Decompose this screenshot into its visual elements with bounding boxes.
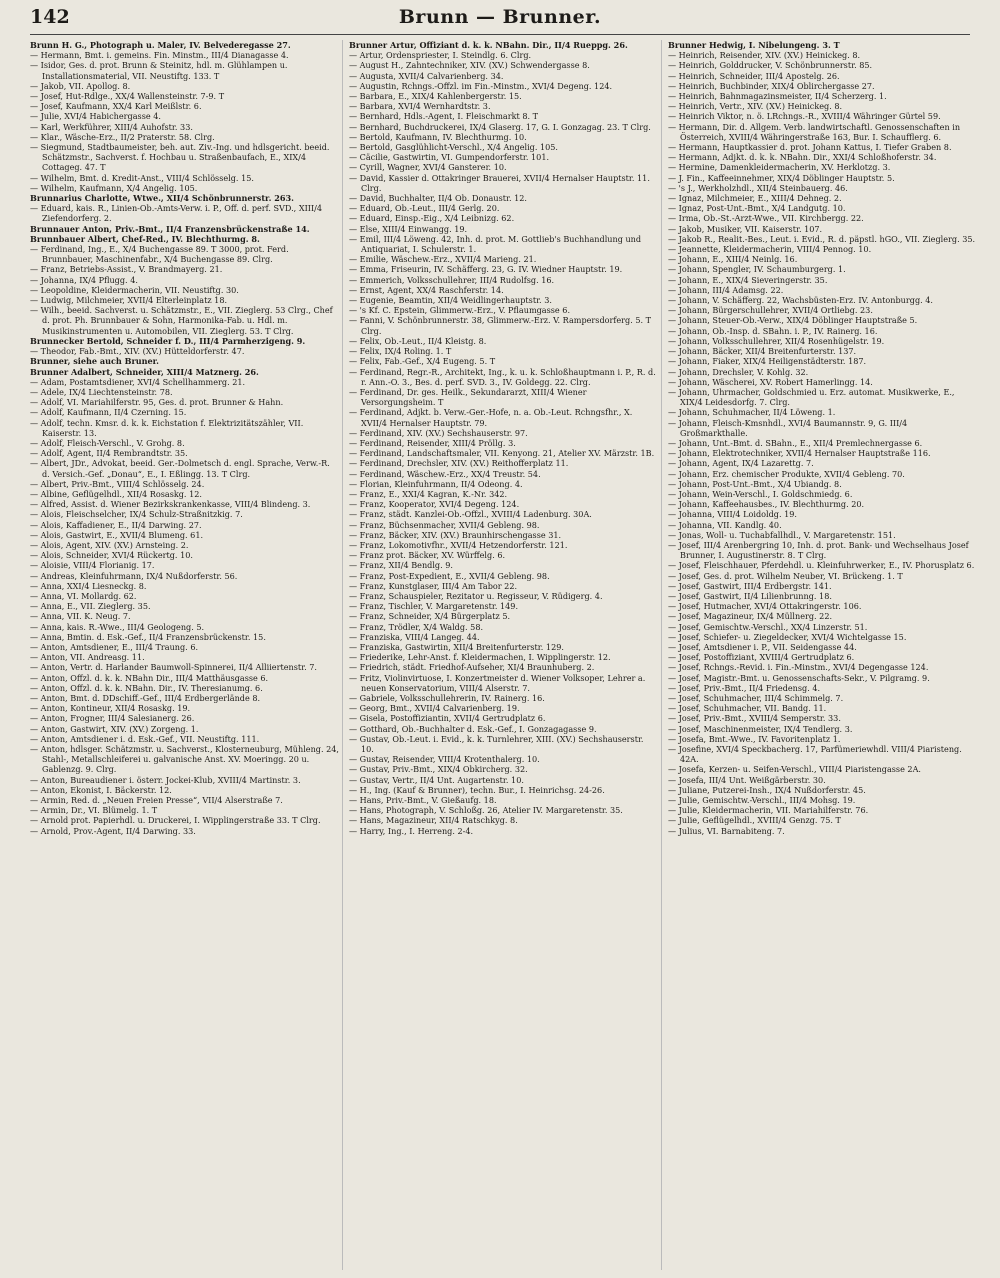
directory-entry: — Adolf, techn. Kmsr. d. k. k. Eichstation f. Elektrizitätszähler, VII. Kaiserstr. 13. (30, 417, 304, 438)
directory-entry: — J. Fin., Kaffeeinnehmer, XIX/4 Döblinger Hauptstr. 5. (668, 172, 895, 183)
directory-entry: — Josefine, XVI/4 Speckbacherg. 17, Parfümeriewhdl. VIII/4 Piaristeng. 42A. (668, 744, 962, 765)
directory-entry: — Julie, XVI/4 Habichergasse 4. (30, 111, 161, 122)
directory-entry: — Anna, kais. R.-Wwe., III/4 Geologeng. 5. (30, 621, 205, 632)
directory-entry: — Artur, Ordenspriester, I. Steindlg. 6. Clrg. (349, 50, 532, 61)
directory-entry: — Armin, Dr., VI. Blümelg. 1. T (30, 805, 158, 816)
directory-entry: — Franz, Post-Expedient, E., XVII/4 Gebleng. 98. (349, 570, 550, 581)
directory-entry: — Josef, Fleischhauer, Pferdehdl. u. Kleinfuhrwerker, E., IV. Phorusplatz 6. (668, 560, 975, 571)
directory-entry: — Anna, E., VII. Zieglerg. 35. (30, 601, 151, 612)
directory-entry: — Friederike, Lehr-Anst. f. Kleidermachen, I. Wipplingerstr. 12. (349, 652, 611, 663)
directory-entry: — Harry, Ing., I. Herreng. 2-4. (349, 825, 474, 836)
directory-entry: — Adele, IX/4 Liechtensteinstr. 78. (30, 386, 173, 397)
directory-entry: — Hermine, Damenkleidermacherin, XV. Herklotzg. 3. (668, 162, 891, 173)
directory-entry: — Siegmund, Stadtbaumeister, beh. aut. Ziv.-Ing. und hdlsgericht. beeid. Schätzmstr., Sachverst. f. Hochbau u. Straßenbaufach, E., XIX/4 Cottageg. 47. T (30, 142, 330, 173)
directory-entry: — Ignaz, Post-Unt.-Bmt., X/4 Landgutg. 10. (668, 203, 846, 214)
page-header (30, 4, 970, 35)
directory-entry: — Hans, Magazineur, XII/4 Ratschkyg. 8. (349, 815, 518, 826)
directory-entry: — Ferdinand, Ing., E., X/4 Buchengasse 89. T 3000, prot. Ferd. Brunnbauer, Maschinenfabr., X/4 Buchengasse 89. Clrg. (30, 244, 289, 265)
directory-entry: — Johann, Uhrmacher, Goldschmied u. Erz. automat. Musikwerke, E., XIX/4 Leidesdorfg. 7. Clrg. (668, 386, 955, 408)
directory-entry: — David, Kassier d. Ottakringer Brauerei, XVII/4 Hernalser Hauptstr. 11. Clrg. (349, 172, 650, 193)
directory-entry: — Johanna, VII. Kandlg. 40. (668, 519, 782, 530)
directory-entry: — Isidor, Ges. d. prot. Brunn & Steinitz, hdl. m. Glühlampen u. Installationsmaterial, VII. Neustiftg. 133. T (30, 60, 288, 81)
directory-entry: — Anton, Frogner, III/4 Salesianerg. 26. (30, 713, 195, 724)
directory-entry: — Gustav, Reisender, VIII/4 Krotenthalerg. 10. (349, 754, 540, 765)
directory-entry: — Josef, Rchngs.-Revid. i. Fin.-Minstm., XVI/4 Degengasse 124. (668, 662, 929, 673)
directory-entry: — Ferdinand, Adjkt. b. Verw.-Ger.-Hofe, n. a. Ob.-Leut. Rchngsfhr., X. XVII/4 Hernalser Hauptstr. 79. (349, 407, 633, 428)
directory-entry: — Johann, Drechsler, V. Kohlg. 32. (668, 366, 809, 377)
directory-entry: Brunnarius Charlotte, Wtwe., XII/4 Schönbrunnerstr. 263. (30, 193, 294, 204)
directory-entry: Brunnauer Anton, Priv.-Bmt., II/4 Franzensbrückenstraße 14. (30, 223, 310, 234)
directory-entry: — Wilhelm, Kaufmann, X/4 Angelig. 105. (30, 182, 198, 193)
directory-entry: — Josef, Hut-Rdlge., XX/4 Wallensteinstr. 7-9. T (30, 91, 225, 102)
directory-entry: — Albine, Geflügelhdl., XII/4 Rosaskg. 12. (30, 488, 202, 499)
directory-entry: — Fanni, V. Schönbrunnerstr. 38, Glimmerw.-Erz. V. Rampersdorferg. 5. T Clrg. (349, 315, 652, 336)
directory-entry: — Josef, Gemischtw.-Verschl., XX/4 Linzerstr. 51. (668, 621, 868, 632)
directory-entry: — Ferdinand, Drechsler, XIV. (XV.) Reithofferplatz 11. (349, 458, 569, 469)
directory-entry: — Anna, Bmtin. d. Esk.-Gef., II/4 Franzensbrückenstr. 15. (30, 631, 266, 642)
directory-entry: — Bernhard, Buchdruckerei, IX/4 Glaserg. 17, G. I. Gonzagag. 23. T Clrg. (349, 121, 651, 132)
page-number: 142 (30, 6, 70, 28)
directory-entry: — Franz, Schneider, X/4 Bürgerplatz 5. (349, 611, 511, 622)
directory-entry: — Eduard, kais. R., Linien-Ob.-Amts-Verw. i. P., Off. d. perf. SVD., XIII/4 Ziefendorferg. 2. (30, 203, 323, 224)
directory-entry: Brunner Artur, Offiziant d. k. k. NBahn. Dir., II/4 Rueppg. 26. (349, 40, 628, 50)
directory-entry: — Anton, Vertr. d. Harlander Baumwoll-Spinnerei, II/4 Alliiertenstr. 7. (30, 662, 317, 673)
directory-entry: — 's J., Werkholzhdl., XII/4 Steinbauerg. 46. (668, 182, 848, 193)
directory-entry: — Gisela, Postoffiziantin, XVII/4 Gertrudplatz 6. (349, 713, 546, 724)
directory-entry: — Bernhard, Hdls.-Agent, I. Fleischmarkt 8. T (349, 111, 539, 122)
directory-entry: — Felix, Ob.-Leut., II/4 Kleistg. 8. (349, 335, 487, 346)
column-1 (30, 40, 343, 1270)
directory-entry: — Cyrill, Wagner, XVI/4 Gansterer. 10. (349, 162, 507, 173)
directory-entry: — Franz, XII/4 Bendlg. 9. (349, 560, 453, 571)
directory-entry: — Leopoldine, Kleidermacherin, VII. Neustiftg. 30. (30, 284, 239, 295)
directory-entry: — Johann, Wein-Verschl., I. Goldschmiedg. 6. (668, 488, 853, 499)
directory-entry: — Anton, Bureaudiener i. österr. Jockei-Klub, XVIII/4 Martinstr. 3. (30, 774, 301, 785)
directory-entry: — Julie, Geflügelhdl., XVIII/4 Genzg. 75. T (668, 815, 841, 826)
directory-entry: — Johann, Schuhmacher, II/4 Löweng. 1. (668, 407, 836, 418)
directory-entry: — Wilhelm, Bmt. d. Kredit-Anst., VIII/4 Schlösselg. 15. (30, 172, 254, 183)
directory-entry: — Albert, Priv.-Bmt., VIII/4 Schlösselg. 24. (30, 478, 205, 489)
directory-entry: — Johann, Erz. chemischer Produkte, XVII/4 Gebleng. 70. (668, 468, 905, 479)
directory-entry: — Theodor, Fab.-Bmt., XIV. (XV.) Hütteldorferstr. 47. (30, 346, 245, 357)
directory-entry: — Franz, Kooperator, XVI/4 Degeng. 124. (349, 499, 520, 510)
running-head: Brunn — Brunner. (398, 6, 602, 28)
directory-entry: — Karl, Werkführer, XIII/4 Auhofstr. 33. (30, 121, 193, 132)
directory-entry: — Jonas, Woll- u. Tuchabfallhdl., V. Margaretenstr. 151. (668, 529, 896, 540)
directory-entry: — Josef, Magazineur, IX/4 Müllnerg. 22. (668, 611, 833, 622)
directory-entry: — Adolf, Fleisch-Verschl., V. Grohg. 8. (30, 437, 185, 448)
directory-entry: — Jakob R., Realit.-Bes., Leut. i. Evid., R. d. päpstl. hGO., VII. Zieglerg. 35. (668, 233, 976, 244)
directory-entry: — Franz, städt. Kanzlei-Ob.-Offzl., XVIII/4 Ladenburg. 30A. (349, 509, 592, 520)
directory-entry: — Emma, Friseurin, IV. Schäfferg. 23, G. IV. Wiedner Hauptstr. 19. (349, 264, 623, 275)
directory-entry: — Franz, Büchsenmacher, XVII/4 Gebleng. 98. (349, 519, 540, 530)
directory-entry: — Hans, Priv.-Bmt., V. Gießaufg. 18. (349, 795, 497, 806)
directory-entry: — Gustav, Vertr., II/4 Unt. Augartenstr. 10. (349, 774, 524, 785)
directory-entry: — Eduard, Einsp.-Eig., X/4 Leibnizg. 62. (349, 213, 515, 224)
directory-entry: — Barbara, XVI/4 Wernhardtstr. 3. (349, 101, 491, 112)
directory-entry: — Josef, Postoffiziant, XVIII/4 Gertrudplatz 6. (668, 652, 855, 663)
directory-entry: — Anna, VI. Mollardg. 62. (30, 590, 137, 601)
directory-entry: — Heinrich, Golddrucker, V. Schönbrunnerstr. 85. (668, 60, 873, 71)
directory-entry: — Gustav, Priv.-Bmt., XIX/4 Obkircherg. 32. (349, 764, 528, 775)
directory-entry: — Anton, Amtsdiener, E., III/4 Traung. 6. (30, 641, 199, 652)
directory-entry: — Barbara, E., XIX/4 Kahlenbergerstr. 15. (349, 91, 522, 102)
directory-entry: — Josef, Gastwirt, II/4 Lilienbrunng. 18. (668, 590, 832, 601)
directory-entry: — Bertold, Gasglühlicht-Verschl., X/4 Angelig. 105. (349, 142, 559, 153)
directory-entry: — Augusta, XVII/4 Calvarienberg. 34. (349, 70, 504, 81)
directory-entry: — Albert, JDr., Advokat, beeid. Ger.-Dolmetsch d. engl. Sprache, Verw.-R. d. Versich.-Gef. „Donau“, E., I. Eßlingg. 13. T Clrg. (30, 458, 330, 479)
directory-entry: — August H., Zahntechniker, XIV. (XV.) Schwendergasse 8. (349, 60, 590, 71)
directory-entry: — Johann, Wäscherei, XV. Robert Hamerlingg. 14. (668, 376, 873, 387)
directory-entry: — Alois, Kaffadiener, E., II/4 Darwing. 27. (30, 519, 202, 530)
directory-entry: — Alois, Schneider, XVI/4 Rückertg. 10. (30, 550, 193, 561)
directory-entry: — Franz, Tischler, V. Margaretenstr. 149. (349, 601, 519, 612)
directory-entry: — Hermann, Bmt. i. gemeins. Fin. Minstm., III/4 Dianagasse 4. (30, 50, 289, 61)
directory-entry: — Florian, Kleinfuhrmann, II/4 Odeong. 4. (349, 478, 523, 489)
directory-entry: — Josef, Schuhmacher, III/4 Schimmelg. 7. (668, 693, 844, 703)
directory-entry: — Johann, Unt.-Bmt. d. SBahn., E., XII/4 Premlechnergasse 6. (668, 437, 923, 448)
directory-entry: — Ludwig, Milchmeier, XVII/4 Elterleinplatz 18. (30, 295, 228, 306)
directory-entry: — Josef, Priv.-Bmt., XVIII/4 Semperstr. 33. (668, 713, 841, 724)
directory-entry: — Josefa, Kerzen- u. Seifen-Verschl., VIII/4 Piaristengasse 2A. (668, 764, 922, 775)
directory-entry: — Adam, Postamtsdiener, XVI/4 Schellhammerg. 21. (30, 376, 246, 387)
directory-entry: Brunner Hedwig, I. Nibelungeng. 3. T (668, 40, 840, 50)
directory-entry: — Josefa, Bmt.-Wwe., IV. Favoritenplatz 1. (668, 733, 841, 744)
directory-entry: — Gabriele, Volksschullehrerin, IV. Rainerg. 16. (349, 693, 545, 703)
directory-entry: — Armin, Red. d. „Neuen Freien Presse“, VII/4 Alserstraße 7. (30, 795, 283, 806)
directory-entry: — Anton, hdlsger. Schätzmstr. u. Sachverst., Klosterneuburg, Mühleng. 24, Stahl-, Metallschleiferei u. galvanische Anst. XV. Moeringg. 20 u. Gablenzg. 9. Clrg. (30, 744, 339, 775)
directory-entry: Brunner Adalbert, Schneider, XIII/4 Matznerg. 26. (30, 366, 259, 377)
directory-entry: — Hermann, Hauptkassier d. prot. Johann Kattus, I. Tiefer Graben 8. (668, 142, 952, 153)
directory-entry: — Julius, VI. Barnabiteng. 7. (668, 825, 785, 836)
directory-entry: — Franz, Schauspieler, Rezitator u. Regisseur, V. Rüdigerg. 4. (349, 590, 603, 601)
directory-entry: — Aloisie, VIII/4 Florianig. 17. (30, 560, 155, 571)
directory-entry: — Josef, III/4 Arenbergring 10, Inh. d. prot. Bank- und Wechselhaus Josef Brunner, I. Augustinerstr. 8. T Clrg. (668, 539, 969, 561)
directory-entry: — Alois, Agent, XIV. (XV.) Arnsteing. 2. (30, 539, 189, 550)
directory-entry: — Johann, Steuer-Ob.-Verw., XIX/4 Döblinger Hauptstraße 5. (668, 315, 918, 326)
directory-entry: — Heinrich, Buchbinder, XIX/4 Oblirchergasse 27. (668, 80, 875, 91)
directory-entry: Brunner, siehe auch Bruner. (30, 356, 159, 367)
directory-entry: — Gustav, Ob.-Leut. i. Evid., k. k. Turnlehrer, XIII. (XV.) Sechshauserstr. 10. (349, 733, 644, 755)
directory-entry: — Josef, Priv.-Bmt., II/4 Friedensg. 4. (668, 682, 821, 693)
directory-columns (30, 40, 980, 1270)
directory-entry: — Heinrich, Schneider, III/4 Apostelg. 26. (668, 70, 840, 81)
directory-entry: — Anton, Gastwirt, XIV. (XV.) Zorgeng. 1. (30, 723, 199, 734)
directory-entry: — Franziska, Gastwirtin, XII/4 Breitenfurterstr. 129. (349, 641, 564, 652)
directory-entry: — Fritz, Violinvirtuose, I. Konzertmeister d. Wiener Volksoper, Lehrer a. neuen Konservatorium, VIII/4 Alserstr. 7. (349, 672, 646, 693)
directory-entry: — Johann, Spengler, IV. Schaumburgerg. 1. (668, 264, 846, 275)
directory-entry: — Friedrich, städt. Friedhof-Aufseher, XI/4 Braunhuberg. 2. (349, 662, 595, 673)
directory-entry: — Julie, Gemischtw.-Verschl., III/4 Mohsg. 19. (668, 795, 856, 806)
directory-entry: — Adolf, VI. Mariahilferstr. 95, Ges. d. prot. Brunner & Hahn. (30, 397, 284, 408)
directory-entry: — Cäcilie, Gastwirtin, VI. Gumpendorferstr. 101. (349, 152, 550, 163)
directory-entry: — Heinrich Viktor, n. ö. LRchngs.-R., XVIII/4 Währinger Gürtel 59. (668, 111, 941, 122)
directory-entry: — Johann, III/4 Adamsg. 22. (668, 284, 784, 295)
directory-entry: — Else, XIII/4 Einwangg. 19. (349, 223, 468, 234)
directory-entry: — Franz, Bäcker, XIV. (XV.) Braunhirschengasse 31. (349, 529, 562, 540)
directory-entry: — Josef, Gastwirt, III/4 Erdbergstr. 141. (668, 580, 832, 591)
directory-entry: — Wilh., beeid. Sachverst. u. Schätzmstr., E., VII. Zieglerg. 53 Clrg., Chef d. prot. Ph. Brunnbauer & Sohn, Harmonika-Fab. u. Hdl. m. Musikinstrumenten u. Automobilen, VII. Zieglerg. 53. T Clrg. (30, 305, 333, 336)
directory-entry: — Josef, Schiefer- u. Ziegeldecker, XVI/4 Wichtelgasse 15. (668, 631, 907, 642)
directory-entry: — Arnold prot. Papierhdl. u. Druckerei, I. Wipplingerstraße 33. T Clrg. (30, 815, 321, 826)
directory-entry: — Ferdinand, Reisender, XIII/4 Pröllg. 3. (349, 437, 516, 448)
directory-entry: — Anton, Offzl. d. k. k. NBahn Dir., III/4 Matthäusgasse 6. (30, 672, 269, 683)
directory-entry: — Josef, Ges. d. prot. Wilhelm Neuber, VI. Brückeng. 1. T (668, 570, 903, 581)
directory-entry: — Josef, Schuhmacher, VII. Bandg. 11. (668, 703, 827, 714)
directory-entry: — Johann, Post-Unt.-Bmt., X/4 Ubiandg. 8. (668, 478, 842, 489)
directory-entry: — David, Buchhalter, II/4 Ob. Donaustr. 12. (349, 193, 527, 204)
directory-entry: — Josef, Maschinenmeister, IX/4 Tendlerg. 3. (668, 723, 853, 734)
directory-entry: — Felix, IX/4 Roling. 1. T (349, 346, 452, 357)
directory-entry: — Augustin, Rchngs.-Offzl. im Fin.-Minstm., XVI/4 Degeng. 124. (349, 80, 613, 91)
directory-entry: — Ferdinand, Dr. ges. Heilk., Sekundararzt, XIII/4 Wiener Versorgungsheim. T (349, 386, 587, 408)
column-3 (668, 40, 980, 1270)
directory-entry: — Alois, Fleischselcher, IX/4 Schulz-Straßnitzkig. 7. (30, 509, 243, 520)
directory-entry: — Franz, Kunstglaser, III/4 Am Tabor 22. (349, 580, 518, 591)
directory-entry: — Johann, V. Schäfferg. 22, Wachsbüsten-Erz. IV. Antonburgg. 4. (668, 295, 933, 306)
directory-entry: — Emil, III/4 Löweng. 42, Inh. d. prot. M. Gottlieb's Buchhandlung und Antiquariat, I. Schulerstr. 1. (349, 233, 642, 255)
directory-entry: — Alfred, Assist. d. Wiener Bezirkskrankenkasse, VIII/4 Blindeng. 3. (30, 499, 311, 510)
directory-entry: — Anton, VII. Andreasg. 11. (30, 652, 145, 663)
directory-entry: — Juliane, Putzerei-Insh., IX/4 Nußdorferstr. 45. (668, 784, 866, 795)
directory-entry: — Johann, Fleisch-Kmsnhdl., XVI/4 Baumannstr. 9, G. III/4 Großmarkthalle. (668, 417, 908, 438)
directory-entry: — Johann, Bäcker, XII/4 Breitenfurterstr. 137. (668, 346, 857, 357)
directory-entry: — Hans, Photograph, V. Schloßg. 26, Atelier IV. Margaretenstr. 35. (349, 805, 623, 816)
directory-entry: — Anna, XXI/4 Liesneckg. 8. (30, 580, 147, 591)
directory-entry: — Franz, E., XXI/4 Kagran, K.-Nr. 342. (349, 488, 508, 499)
directory-entry: — Franz, Lokomotivfhr., XVII/4 Hetzendorferstr. 121. (349, 539, 568, 550)
directory-entry: — Johann, Ob.-Insp. d. SBahn. i. P., IV. Rainerg. 16. (668, 325, 878, 336)
directory-entry: — Heinrich, Vertr., XIV. (XV.) Heinickeg. 8. (668, 101, 843, 112)
directory-entry: — Ernst, Agent, XX/4 Raschferstr. 14. (349, 284, 504, 295)
directory-entry: — Jeannette, Kleidermacherin, VIII/4 Pennog. 10. (668, 244, 872, 255)
directory-entry: — Anton, Ekonist, I. Bäckerstr. 12. (30, 784, 172, 795)
directory-entry: — Andreas, Kleinfuhrmann, IX/4 Nußdorferstr. 56. (30, 570, 238, 581)
directory-entry: — 's Kf. C. Epstein, Glimmerw.-Erz., V. Pflaumgasse 6. (349, 305, 571, 316)
directory-entry: — Julie, Kleidermacherin, VII. Mariahilferstr. 76. (668, 805, 869, 816)
directory-entry: — Emmerich, Volksschullehrer, III/4 Rudolfsg. 16. (349, 274, 555, 285)
directory-entry: — Hermann, Adjkt. d. k. k. NBahn. Dir., XXI/4 Schloßhoferstr. 34. (668, 152, 937, 163)
directory-entry: — Johann, Bürgerschullehrer, XVII/4 Ortliebg. 23. (668, 305, 873, 316)
directory-entry: — Anton, Offzl. d. k. k. NBahn. Dir., IV. Theresianumg. 6. (30, 682, 263, 693)
directory-entry: — Johann, E., XIII/4 Neinlg. 16. (668, 254, 798, 265)
directory-entry: — Franziska, VIII/4 Langeg. 44. (349, 631, 480, 642)
directory-entry: — Johann, Elektrotechniker, XVII/4 Hernalser Hauptstraße 116. (668, 448, 931, 459)
directory-entry: — Adolf, Kaufmann, II/4 Czerning. 15. (30, 407, 187, 418)
directory-entry: — H., Ing. (Kauf & Brunner), techn. Bur., I. Heinrichsg. 24-26. (349, 784, 605, 795)
directory-entry: Brunnbauer Albert, Chef-Red., IV. Blechthurmg. 8. (30, 233, 260, 244)
directory-entry: — Alois, Gastwirt, E., XVII/4 Blumeng. 61. (30, 529, 204, 540)
directory-entry: — Johann, Fiaker, XIX/4 Heiligenstädterstr. 187. (668, 356, 867, 367)
directory-entry: — Emilie, Wäschew.-Erz., XVII/4 Marieng. 21. (349, 254, 537, 265)
directory-entry: — Ferdinand, Landschaftsmaler, VII. Kenyong. 21, Atelier XV. Märzstr. 1B. (349, 448, 655, 459)
directory-entry: — Josef, Magistr.-Bmt. u. Genossenschafts-Sekr., V. Pilgramg. 9. (668, 672, 930, 683)
directory-entry: — Johanna, VIII/4 Loidoldg. 19. (668, 509, 797, 520)
directory-entry: — Johann, E., XIX/4 Sieveringerstr. 35. (668, 274, 828, 285)
directory-entry: — Ignaz, Milchmeier, E., XIII/4 Dehneg. 2. (668, 193, 842, 204)
directory-entry: — Ferdinand, XIV. (XV.) Sechshauserstr. 97. (349, 427, 528, 438)
directory-entry: — Jakob, VII. Apollog. 8. (30, 80, 131, 91)
directory-entry: — Gotthard, Ob.-Buchhalter d. Esk.-Gef., I. Gonzagagasse 9. (349, 723, 597, 734)
directory-entry: — Franz, Betriebs-Assist., V. Brandmayerg. 21. (30, 264, 223, 275)
directory-entry: — Josef, Hutmacher, XVI/4 Ottakringerstr. 106. (668, 601, 862, 612)
directory-entry: — Anton, Amtsdiener i. d. Esk.-Gef., VII. Neustiftg. 111. (30, 733, 260, 744)
directory-entry: — Eugenie, Beamtin, XII/4 Weidlingerhauptstr. 3. (349, 295, 552, 306)
directory-entry: — Ferdinand, Regr.-R., Architekt, Ing., k. u. k. Schloßhauptmann i. P., R. d. r. Ann.-O. 3., Bes. d. perf. SVD. 3., IV. Goldegg. 22. Clrg. (349, 366, 656, 387)
directory-entry: — Irma, Ob.-St.-Arzt-Wwe., VII. Kirchbergg. 22. (668, 213, 864, 224)
directory-entry: — Franz prot. Bäcker, XV. Würffelg. 6. (349, 550, 506, 561)
directory-entry: — Jakob, Musiker, VII. Kaiserstr. 107. (668, 223, 823, 234)
directory-entry: — Josef, Kaufmann, XX/4 Karl Meißlstr. 6. (30, 101, 202, 112)
directory-entry: — Johanna, IX/4 Pflugg. 4. (30, 274, 138, 285)
directory-entry: — Josefa, III/4 Unt. Weißgärberstr. 30. (668, 774, 826, 785)
directory-entry: — Anton, Bmt. d. DDschiff.-Gef., III/4 Erdbergerlände 8. (30, 693, 261, 703)
directory-entry: — Johann, Kaffeehausbes., IV. Blechthurmg. 20. (668, 499, 865, 510)
directory-entry: — Johann, Volksschullehrer, XII/4 Rosenhügelstr. 19. (668, 335, 885, 346)
directory-entry: — Anton, Kontineur, XII/4 Rosaskg. 19. (30, 703, 191, 714)
directory-entry: — Bertold, Kaufmann, IV. Blechthurmg. 10. (349, 131, 527, 142)
directory-entry: — Adolf, Agent, II/4 Rembrandtstr. 35. (30, 448, 188, 459)
directory-entry: Brunnecker Bertold, Schneider f. D., III/4 Parmherzigeng. 9. (30, 335, 306, 346)
directory-entry: — Josef, Amtsdiener i. P., VII. Seidengasse 44. (668, 641, 857, 652)
directory-entry: — Heinrich, Reisender, XIV. (XV.) Heinickeg. 8. (668, 50, 861, 61)
directory-entry: — Franz, Trödler, X/4 Waldg. 58. (349, 621, 484, 632)
directory-entry: — Georg, Bmt., XVII/4 Calvarienberg. 19. (349, 703, 520, 714)
directory-entry: — Johann, Agent, IX/4 Lazarettg. 7. (668, 458, 814, 469)
directory-entry: — Klar., Wäsche-Erz., II/2 Praterstr. 58. Clrg. (30, 131, 215, 142)
directory-entry: — Hermann, Dir. d. Allgem. Verb. landwirtschaftl. Genossenschaften in Österreich, XVIII/4 Währingerstraße 163, Bur. I. Schaufflerg. 6. (668, 121, 961, 142)
directory-entry: — Ferdinand, Wäschew.-Erz., XX/4 Treustr. 54. (349, 468, 541, 479)
column-2 (349, 40, 662, 1270)
directory-entry: — Anna, VII. K. Neug. 7. (30, 611, 131, 622)
directory-entry: — Arnold, Prov.-Agent, II/4 Darwing. 33. (30, 825, 196, 836)
directory-entry: — Heinrich, Bahnmagazinsmeister, II/4 Scherzerg. 1. (668, 91, 887, 102)
directory-entry: — Felix, Fab.-Gef., X/4 Eugeng. 5. T (349, 356, 496, 367)
directory-entry: Brunn H. G., Photograph u. Maler, IV. Belvederegasse 27. (30, 40, 291, 50)
directory-entry: — Eduard, Ob.-Leut., III/4 Gerlg. 20. (349, 203, 500, 214)
